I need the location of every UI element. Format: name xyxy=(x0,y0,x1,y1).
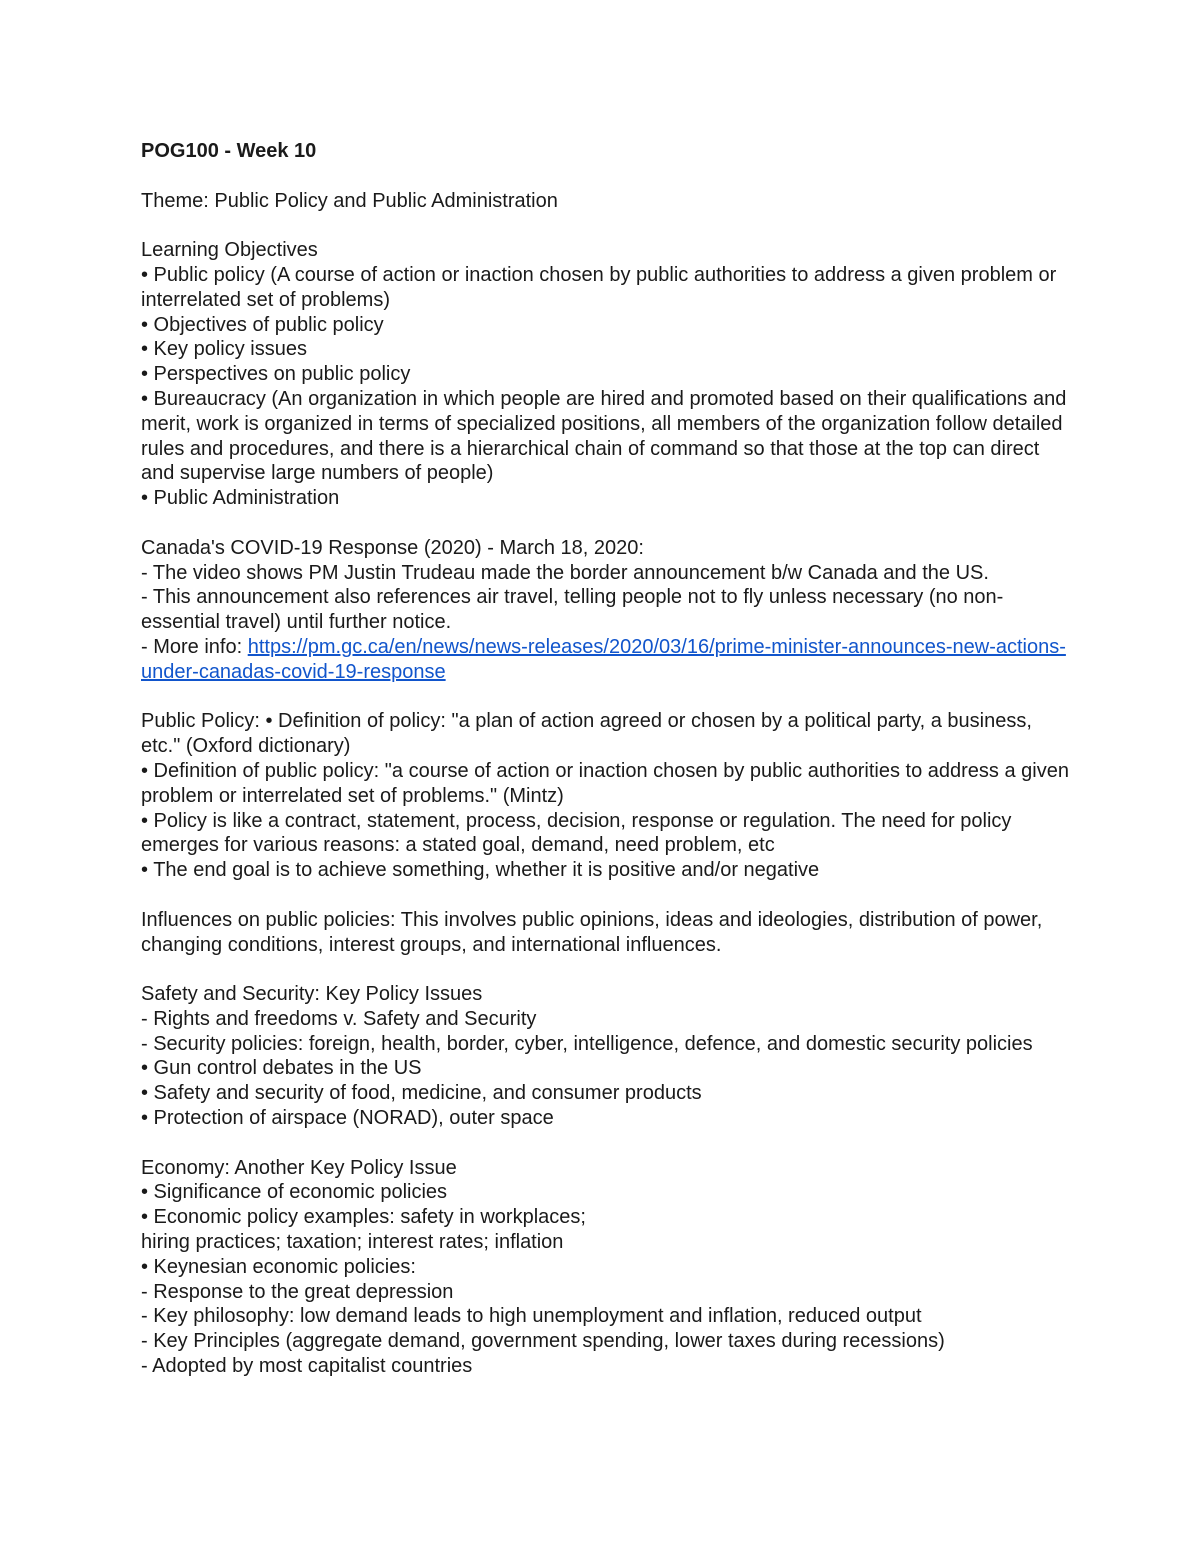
list-item: • Public Administration xyxy=(141,487,340,510)
list-item: • Economic policy examples: safety in workplaces; xyxy=(141,1206,586,1229)
spacer xyxy=(141,883,1076,908)
list-item: - This announcement also references air travel, telling people not to fly unless necessary (no non-essential travel) until further notice. xyxy=(141,586,1004,634)
paragraph: Influences on public policies: This involves public opinions, ideas and ideologies, distribution of power, changing conditions, interest groups, and international influences. xyxy=(141,908,1043,956)
list-item: • Protection of airspace (NORAD), outer space xyxy=(141,1107,554,1130)
list-item: • Perspectives on public policy xyxy=(141,363,411,386)
learning-objectives-section xyxy=(141,238,1076,511)
theme-line: Theme: Public Policy and Public Administration xyxy=(141,189,558,212)
list-item: - Key philosophy: low demand leads to high unemployment and inflation, reduced output xyxy=(141,1305,922,1328)
document-page xyxy=(141,139,1076,1379)
list-item: • Objectives of public policy xyxy=(141,313,384,336)
spacer xyxy=(141,511,1076,536)
influences-section xyxy=(141,908,1076,958)
list-item: • The end goal is to achieve something, whether it is positive and/or negative xyxy=(141,859,820,882)
list-item: • Policy is like a contract, statement, process, decision, response or regulation. The need for policy emerges for various reasons: a stated goal, demand, need problem, etc xyxy=(141,809,1012,857)
covid-response-section xyxy=(141,536,1076,685)
list-item: - Rights and freedoms v. Safety and Security xyxy=(141,1007,537,1030)
spacer xyxy=(141,213,1076,238)
section-heading: Economy: Another Key Policy Issue xyxy=(141,1156,457,1179)
more-info-label: - More info: xyxy=(141,635,248,658)
list-item: - Key Principles (aggregate demand, government spending, lower taxes during recessions) xyxy=(141,1330,945,1353)
list-item: • Safety and security of food, medicine, and consumer products xyxy=(141,1082,702,1105)
spacer xyxy=(141,1131,1076,1156)
spacer xyxy=(141,164,1076,189)
list-item: • Significance of economic policies xyxy=(141,1181,448,1204)
section-heading: Safety and Security: Key Policy Issues xyxy=(141,983,483,1006)
list-item: • Bureaucracy (An organization in which people are hired and promoted based on their qualifications and merit, work is organized in terms of specialized positions, all members of the organization follow detailed rules and procedures, and there is a hierarchical chain of command so that those at the top can direct and supervise large numbers of people) xyxy=(141,387,1067,485)
document-title: POG100 - Week 10 xyxy=(141,140,317,162)
list-item: hiring practices; taxation; interest rates; inflation xyxy=(141,1231,564,1254)
more-info-line xyxy=(141,635,1076,685)
list-item: • Gun control debates in the US xyxy=(141,1057,422,1080)
public-policy-section xyxy=(141,709,1076,883)
list-item: • Public policy (A course of action or inaction chosen by public authorities to address a given problem or interrelated set of problems) xyxy=(141,263,1057,311)
economy-section xyxy=(141,1156,1076,1379)
section-heading: Canada's COVID-19 Response (2020) - March 18, 2020: xyxy=(141,536,644,559)
list-item: - Response to the great depression xyxy=(141,1280,454,1303)
news-release-link[interactable]: https://pm.gc.ca/en/news/news-releases/2020/03/16/prime-minister-announces-new-actions-under-canadas-covid-19-response xyxy=(141,635,1066,683)
list-item: - Adopted by most capitalist countries xyxy=(141,1355,473,1378)
list-item: Public Policy: • Definition of policy: "a plan of action agreed or chosen by a political party, a business, etc." (Oxford dictionary) xyxy=(141,710,1032,758)
list-item: • Keynesian economic policies: xyxy=(141,1255,416,1278)
spacer xyxy=(141,685,1076,710)
list-item: • Key policy issues xyxy=(141,338,307,361)
section-heading: Learning Objectives xyxy=(141,239,318,262)
list-item: - Security policies: foreign, health, border, cyber, intelligence, defence, and domestic security policies xyxy=(141,1032,1033,1055)
spacer xyxy=(141,957,1076,982)
safety-security-section xyxy=(141,982,1076,1131)
list-item: • Definition of public policy: "a course of action or inaction chosen by public authorities to address a given problem or interrelated set of problems." (Mintz) xyxy=(141,759,1069,807)
list-item: - The video shows PM Justin Trudeau made the border announcement b/w Canada and the US. xyxy=(141,561,989,584)
